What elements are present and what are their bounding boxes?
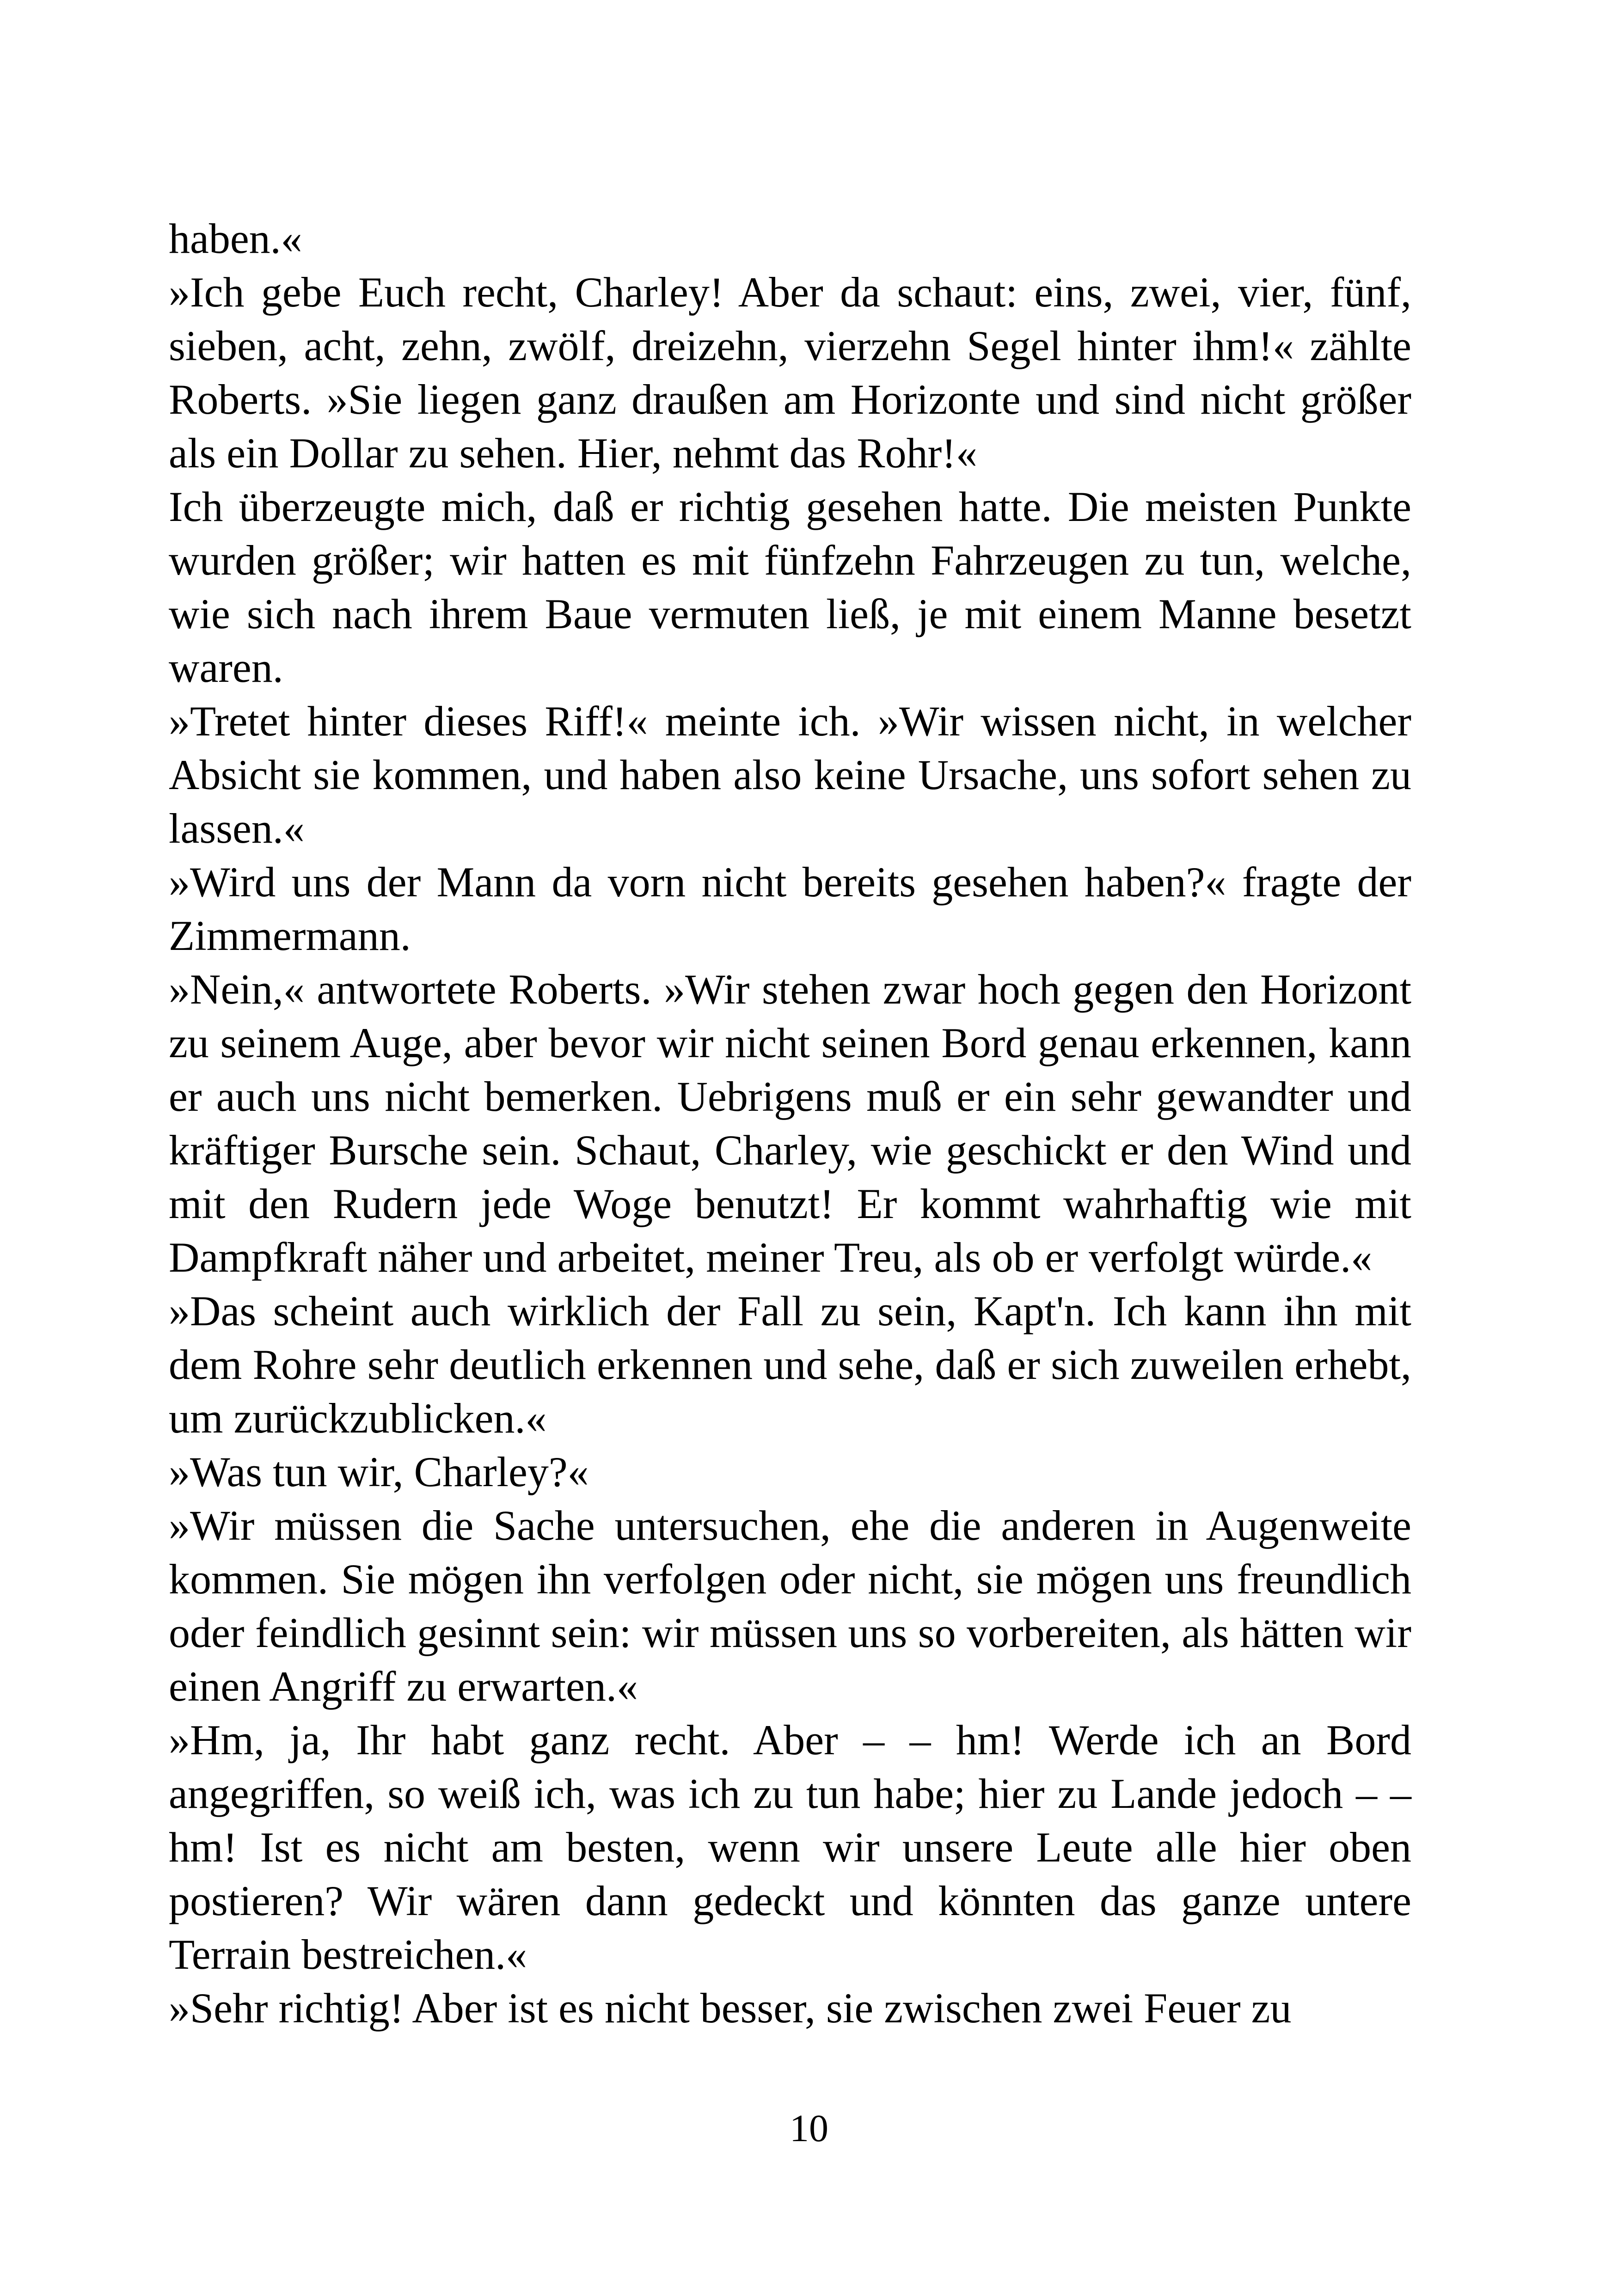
paragraph: »Nein,« antwortete Roberts. »Wir stehen zwar hoch gegen den Horizont zu seinem Auge, aber bevor wir nicht seinen Bord genau erkennen, kann er auch uns nicht bemerken. Uebrigens muß er ein sehr gewandter und kräftiger Bursche sein. Schaut, Charley, wie geschickt er den Wind und mit den Rudern jede Woge benutzt! Er kommt wahrhaftig wie mit Dampfkraft näher und arbeitet, meiner Treu, als ob er verfolgt würde.« (169, 966, 1411, 1281)
paragraph: »Was tun wir, Charley?« (169, 1448, 589, 1495)
page-number: 10 (790, 2107, 828, 2150)
paragraph: Ich überzeugte mich, daß er richtig gesehen hatte. Die meisten Punkte wurden größer; wir hatten es mit fünfzehn Fahrzeugen zu tun, welche, wie sich nach ihrem Baue vermuten ließ, je mit einem Manne besetzt waren. (169, 483, 1411, 691)
paragraph: »Ich gebe Euch recht, Charley! Aber da schaut: eins, zwei, vier, fünf, sieben, acht, zehn, zwölf, dreizehn, vierzehn Segel hinter ihm!« zählte Roberts. »Sie liegen ganz draußen am Horizonte und sind nicht größer als ein Dollar zu sehen. Hier, nehmt das Rohr!« (169, 269, 1411, 477)
paragraph: »Sehr richtig! Aber ist es nicht besser, sie zwischen zwei Feuer zu (169, 1984, 1292, 2032)
paragraph: »Hm, ja, Ihr habt ganz recht. Aber – – hm! Werde ich an Bord angegriffen, so weiß ich, was ich zu tun habe; hier zu Lande jedoch – – hm! Ist es nicht am besten, wenn wir unsere Leute alle hier oben postieren? Wir wären dann gedeckt und könnten das ganze untere Terrain bestreichen.« (169, 1716, 1411, 1978)
paragraph: »Wir müssen die Sache untersuchen, ehe die anderen in Augenweite kommen. Sie mögen ihn verfolgen oder nicht, sie mögen uns freundlich oder feindlich gesinnt sein: wir müssen uns so vorbereiten, als hätten wir einen Angriff zu erwarten.« (169, 1502, 1411, 1710)
paragraph: »Tretet hinter dieses Riff!« meinte ich. »Wir wissen nicht, in welcher Absicht sie kommen, und haben also keine Ursache, uns sofort sehen zu lassen.« (169, 698, 1411, 852)
paragraph: »Das scheint auch wirklich der Fall zu sein, Kapt'n. Ich kann ihn mit dem Rohre sehr deutlich erkennen und sehe, daß er sich zuweilen erhebt, um zurückzublicken.« (169, 1287, 1411, 1442)
paragraph: »Wird uns der Mann da vorn nicht bereits gesehen haben?« fragte der Zimmermann. (169, 858, 1411, 959)
paragraph: haben.« (169, 215, 302, 262)
body-text (169, 212, 1411, 2035)
